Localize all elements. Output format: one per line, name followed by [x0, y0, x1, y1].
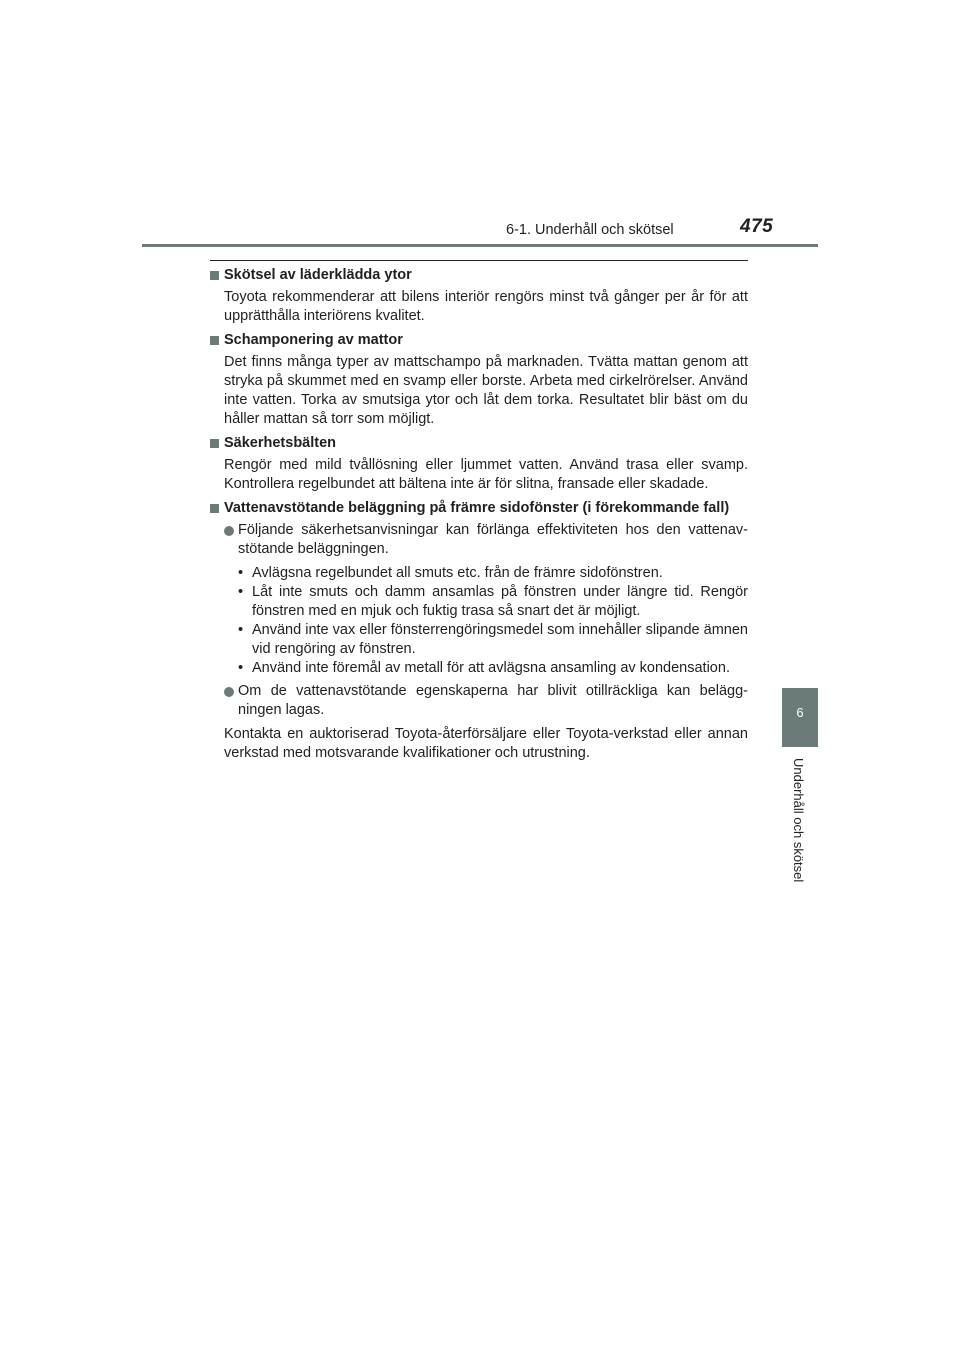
section-seatbelts [210, 434, 748, 494]
section-carpet [210, 331, 748, 429]
sub-bullet-text: Avlägsna regelbundet all smuts etc. från de främre sidofönstren. [252, 565, 663, 581]
chapter-tab[interactable] [782, 688, 818, 747]
circle-bullet-icon [224, 687, 234, 697]
bullet-dot-icon: • [238, 584, 244, 600]
page-number: 475 [740, 216, 774, 237]
sub-bullet-item [238, 564, 748, 583]
section-heading-text: Vattenavstötande beläggning på främre sidofönster (i förekommande fall) [224, 500, 730, 516]
page-header [0, 0, 960, 250]
section-heading [210, 331, 748, 350]
list-item-text: Om de vattenavstötande egenskaperna har blivit otillräckliga kan belägg-ningen lagas. [238, 683, 748, 718]
sub-bullet-item [238, 621, 748, 659]
square-bullet-icon [210, 336, 219, 345]
section-heading [210, 266, 748, 285]
square-bullet-icon [210, 439, 219, 448]
sub-bullet-list [210, 564, 748, 678]
list-item-text: Följande säkerhetsanvisningar kan förlänga effektiviteten hos den vattenav-stötande beläggningen. [238, 522, 748, 557]
header-rule [142, 244, 818, 247]
main-content [210, 266, 748, 763]
bullet-dot-icon: • [238, 565, 244, 581]
chapter-number: 6 [796, 705, 804, 720]
content-top-rule [210, 260, 748, 261]
square-bullet-icon [210, 504, 219, 513]
sub-bullet-item [238, 659, 748, 678]
bullet-dot-icon: • [238, 622, 244, 638]
sub-bullet-text: Använd inte föremål av metall för att avlägsna ansamling av kondensation. [252, 660, 730, 676]
sub-bullet-item [238, 583, 748, 621]
bullet-dot-icon: • [238, 660, 244, 676]
section-heading-text: Skötsel av läderklädda ytor [224, 267, 412, 283]
section-text: Toyota rekommenderar att bilens interiör rengörs minst två gånger per år för att upprätthålla interiörens kvalitet. [224, 289, 748, 324]
section-leather [210, 266, 748, 326]
circle-bullet-icon [224, 526, 234, 536]
section-text: Rengör med mild tvållösning eller ljummet vatten. Använd trasa eller svamp. Kontrollera regelbundet att bältena inte är för slitna, fransade eller skadade. [224, 457, 748, 492]
section-heading-text: Säkerhetsbälten [224, 435, 337, 451]
section-text: Det finns många typer av mattschampo på marknaden. Tvätta mattan genom att stryka på skummet med en svamp eller borste. Arbeta med cirkelrörelser. Använd inte vatten. Torka av smutsiga ytor och låt dem torka. Resultatet blir bäst om du håller mattan så torr som möjligt. [224, 354, 748, 427]
sub-bullet-text: Använd inte vax eller fönsterrengöringsmedel som innehåller slipande ämnen vid rengöring av fönstren. [252, 622, 748, 657]
section-water-repellent [210, 499, 748, 763]
closing-text: Kontakta en auktoriserad Toyota-återförsäljare eller Toyota-verkstad eller annan verkstad med motsvarande kvalifikationer och utrustning. [224, 726, 748, 761]
sub-bullet-text: Låt inte smuts och damm ansamlas på fönstren under längre tid. Rengör fönstren med en mjuk och fuktig trasa så snart det är möjligt. [252, 584, 748, 619]
section-heading [210, 499, 748, 518]
section-title: 6-1. Underhåll och skötsel [506, 222, 674, 238]
section-heading [210, 434, 748, 453]
list-item [210, 682, 748, 720]
list-item [210, 521, 748, 559]
chapter-label-wrap [790, 758, 810, 898]
chapter-label: Underhåll och skötsel [791, 758, 806, 883]
section-heading-text: Schamponering av mattor [224, 332, 403, 348]
square-bullet-icon [210, 271, 219, 280]
